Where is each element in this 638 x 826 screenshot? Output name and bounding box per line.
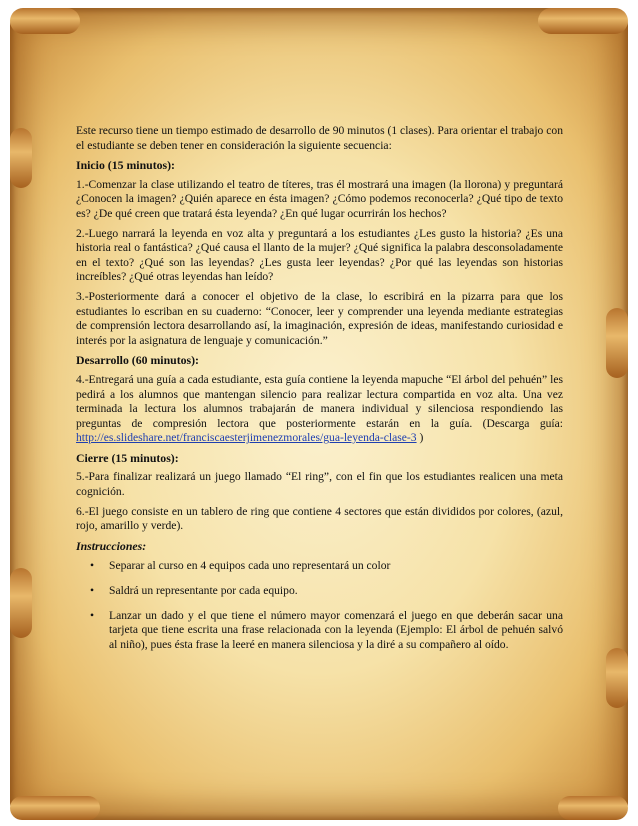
scroll-curl-decoration <box>606 308 628 378</box>
step-2-paragraph: 2.-Luego narrará la leyenda en voz alta y preguntará a los estudiantes ¿Les gusto la historia? ¿Es una historia real o fantástica? ¿Qué causa el llanto de la mujer? ¿Qué significa la palabra desconsoladamente en el texto? ¿Qué son las leyendas? ¿Les gusta leer leyendas? ¿Por qué las leyendas son historias increíbles? ¿Qué otras leyendas han leído? <box>76 226 563 284</box>
desarrollo-heading: Desarrollo (60 minutos): <box>76 353 199 368</box>
step-4-text: 4.-Entregará una guía a cada estudiante, esta guía contiene la leyenda mapuche “El árbol del pehuén” les pedirá a los alumnos que mantengan silencio para realizar lectura compartida en voz alta. Una vez terminada la lectura los alumnos trabajarán de manera individual y silenciosa respondiendo las preguntas de compresión lectora que posteriormente estarán en la guía. (Descarga guía: <box>76 372 563 430</box>
step-4-end: ) <box>416 431 424 445</box>
inicio-heading: Inicio (15 minutos): <box>76 158 175 173</box>
scroll-curl-decoration <box>10 128 32 188</box>
step-3-paragraph: 3.-Posteriormente dará a conocer el objetivo de la clase, lo escribirá en la pizarra para que los estudiantes lo escriban en su cuaderno: “Conocer, leer y comprender una leyenda mediante estrategias de comprensión lectora desarrollando así, la imaginación, expresión de ideas, manifestando curiosidad e interés por la asignatura de lenguaje y comunicación.” <box>76 289 563 347</box>
instructions-list <box>76 559 563 652</box>
cierre-heading: Cierre (15 minutos): <box>76 450 179 465</box>
list-item <box>76 609 563 653</box>
scroll-curl-decoration <box>10 796 100 820</box>
intro-paragraph: Este recurso tiene un tiempo estimado de desarrollo de 90 minutos (1 clases). Para orientar el trabajo con el estudiante se deben tener en consideración la siguiente secuencia: <box>76 124 563 152</box>
scroll-curl-decoration <box>538 8 628 34</box>
step-4-paragraph <box>76 373 563 446</box>
list-item-text: Saldrá un representante por cada equipo. <box>109 584 298 598</box>
scroll-curl-decoration <box>10 8 80 34</box>
guide-download-link[interactable]: http://es.slideshare.net/franciscaesterjimenezmorales/gua-leyenda-clase-3 <box>76 431 417 445</box>
list-item-text: Separar al curso en 4 equipos cada uno representará un color <box>109 559 391 573</box>
list-item <box>76 584 563 599</box>
scroll-curl-decoration <box>558 796 628 820</box>
list-item-text: Lanzar un dado y el que tiene el número mayor comenzará el juego en que deberán sacar una tarjeta que tiene escrita una frase relacionada con la leyenda (Ejemplo: El árbol de pehuén salvó al niño), pues ésta frase la leeré en manera silenciosa y la diré a su compañero al oído. <box>109 608 563 651</box>
step-5-paragraph: 5.-Para finalizar realizará un juego llamado “El ring”, con el fin que los estudiantes realicen una meta cognición. <box>76 470 563 499</box>
document-content <box>76 124 563 662</box>
step-1-paragraph: 1.-Comenzar la clase utilizando el teatro de títeres, tras él mostrará una imagen (la llorona) y preguntará ¿Conocen la imagen? ¿Quién aparece en ésta imagen? ¿Cómo podemos reconocerla? ¿Qué tipo de texto es? ¿De qué creen que tratará ésta leyenda? ¿En qué lugar ocurrirán los hechos? <box>76 177 563 220</box>
list-item <box>76 559 563 574</box>
bullet-icon: • <box>90 584 95 598</box>
step-6-paragraph: 6.-El juego consiste en un tablero de ring que contiene 4 sectores que están divididos por colores, (azul, rojo, amarillo y verde). <box>76 504 563 533</box>
instrucciones-heading: Instrucciones: <box>76 538 147 553</box>
scroll-curl-decoration <box>10 568 32 638</box>
bullet-icon: • <box>90 608 95 622</box>
scroll-curl-decoration <box>606 648 628 708</box>
bullet-icon: • <box>90 559 95 573</box>
